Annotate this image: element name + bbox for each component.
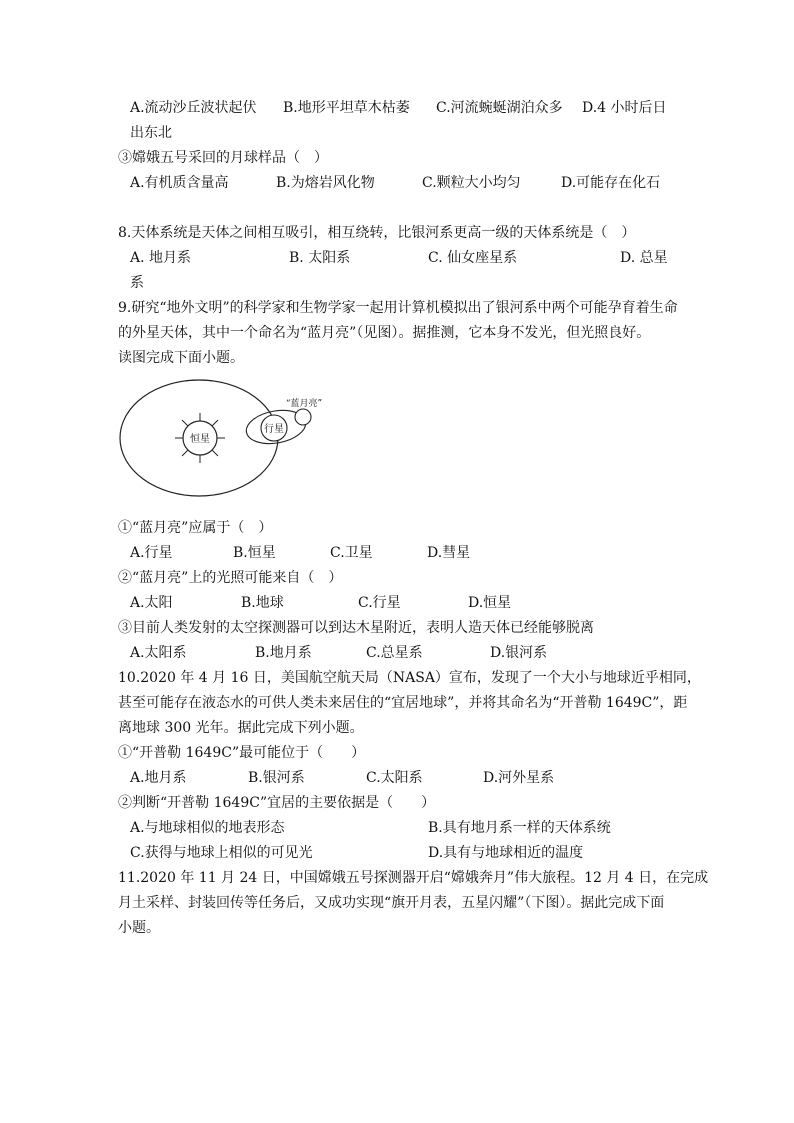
option-b[interactable]: B.地球: [241, 595, 284, 611]
question-9-intro-line-3: 读图完成下面小题。: [118, 350, 244, 366]
sun-label: 恒星: [190, 434, 210, 445]
question-10-intro-line-2: 甚至可能存在液态水的可供人类未来居住的“宜居地球”，并将其命名为“开普勒 1649C”，距: [118, 695, 688, 711]
question-11-intro-line-1: 11.2020 年 11 月 24 日，中国嫦娥五号探测器开启“嫦娥奔月”伟大旅程。12 月 4 日，在完成: [118, 870, 709, 886]
option-d[interactable]: D.银河系: [490, 645, 548, 661]
option-c[interactable]: C. 仙女座星系: [428, 250, 518, 266]
option-d[interactable]: D. 总星: [620, 250, 668, 266]
moon-label: “蓝月亮”: [285, 399, 323, 409]
question-10-intro-line-1: 10.2020 年 4 月 16 日，美国航空航天局（NASA）宣布，发现了一个大小与地球近乎相同，: [118, 670, 701, 686]
option-d[interactable]: D.可能存在化石: [561, 175, 661, 191]
option-c[interactable]: C.获得与地球上相似的可见光: [130, 845, 313, 861]
option-b[interactable]: B.具有地月系一样的天体系统: [428, 820, 611, 836]
question-10-1-stem: ①“开普勒 1649C”最可能位于（ ）: [118, 745, 366, 761]
planet-label: 行星: [264, 424, 284, 435]
option-c[interactable]: C.太阳系: [366, 770, 423, 786]
question-10-2-stem: ②判断“开普勒 1649C”宜居的主要依据是（ ）: [118, 795, 436, 811]
option-a[interactable]: A.太阳: [130, 595, 173, 611]
option-d[interactable]: D.4 小时后日: [582, 100, 667, 116]
question-9-1-stem: ①“蓝月亮”应属于（ ）: [118, 520, 273, 536]
option-c[interactable]: C.总星系: [366, 645, 423, 661]
option-d[interactable]: D.河外星系: [483, 770, 555, 786]
question-8-stem: 8.天体系统是天体之间相互吸引，相互绕转，比银河系更高一级的天体系统是（ ）: [118, 225, 636, 241]
option-c[interactable]: C.颗粒大小均匀: [422, 175, 521, 191]
question-11-intro-line-2: 月土采样、封装回传等任务后，又成功实现“旗开月表，五星闪耀”（下图）。据此完成下面: [118, 895, 665, 911]
option-a[interactable]: A.行星: [130, 545, 173, 561]
star-system-figure: [118, 378, 348, 518]
option-b[interactable]: B.恒星: [233, 545, 276, 561]
option-b[interactable]: B. 太阳系: [289, 250, 351, 266]
option-d[interactable]: D.具有与地球相近的温度: [428, 845, 584, 861]
question-9-intro-line-2: 的外星天体，其中一个命名为“蓝月亮”（见图）。据推测，它本身不发光，但光照良好。: [118, 325, 651, 341]
option-b[interactable]: B.银河系: [248, 770, 305, 786]
option-d-wrap: 出东北: [130, 125, 172, 141]
question-10-intro-line-3: 离地球 300 光年。据此完成下列小题。: [118, 720, 364, 736]
option-a[interactable]: A.地月系: [130, 770, 187, 786]
option-b[interactable]: B.为熔岩风化物: [276, 175, 375, 191]
option-a[interactable]: A.与地球相似的地表形态: [130, 820, 285, 836]
option-c[interactable]: C.河流蜿蜒湖泊众多: [436, 100, 563, 116]
question-11-intro-line-3: 小题。: [118, 920, 160, 936]
option-c[interactable]: C.行星: [358, 595, 401, 611]
option-a[interactable]: A. 地月系: [130, 250, 192, 266]
option-c[interactable]: C.卫星: [330, 545, 373, 561]
option-a[interactable]: A.流动沙丘波状起伏: [130, 100, 257, 116]
question-stem: ③嫦娥五号采回的月球样品（ ）: [118, 150, 328, 166]
option-b[interactable]: B.地月系: [255, 645, 312, 661]
moon-icon: [295, 409, 311, 425]
question-9-3-stem: ③目前人类发射的太空探测器可以到达木星附近，表明人造天体已经能够脱离: [118, 620, 594, 636]
option-a[interactable]: A.太阳系: [130, 645, 187, 661]
question-9-intro-line-1: 9.研究“地外文明”的科学家和生物学家一起用计算机模拟出了银河系中两个可能孕育着生命: [118, 300, 678, 316]
question-9-2-stem: ②“蓝月亮”上的光照可能来自（ ）: [118, 570, 343, 586]
option-b[interactable]: B.地形平坦草木枯萎: [283, 100, 410, 116]
option-a[interactable]: A.有机质含量高: [130, 175, 229, 191]
option-d-wrap: 系: [130, 275, 144, 291]
option-d[interactable]: D.彗星: [427, 545, 471, 561]
option-d[interactable]: D.恒星: [468, 595, 512, 611]
